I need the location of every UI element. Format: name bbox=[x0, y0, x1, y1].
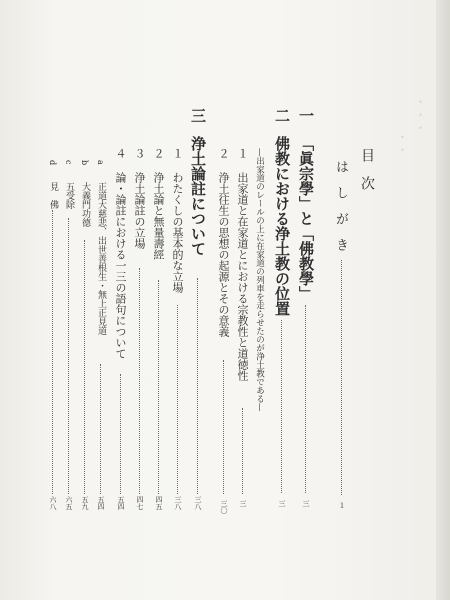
entry-title: 浄土論註について bbox=[189, 136, 207, 256]
toc-entry-3-2-number[interactable]: ２ bbox=[152, 148, 165, 159]
toc-entry-chapter-3[interactable] bbox=[190, 108, 205, 123]
dot-leader bbox=[197, 278, 198, 494]
page-number: １ bbox=[338, 502, 346, 509]
entry-title: 五受除 bbox=[64, 182, 74, 209]
toc-entry-chapter-2-subtitle bbox=[255, 148, 264, 412]
entry-title: 浄土論と無量壽經 bbox=[152, 172, 165, 260]
page-number: 三 bbox=[278, 500, 286, 507]
page-number: 三八 bbox=[194, 496, 202, 510]
toc-entry-3-4-a-label[interactable]: a bbox=[96, 160, 105, 165]
page-number: 六五 bbox=[65, 496, 73, 510]
toc-entry-3-1[interactable] bbox=[172, 172, 183, 293]
entry-title: 浄土論註の立場 bbox=[133, 172, 146, 249]
toc-heading-text: 目 次 bbox=[359, 148, 375, 190]
entry-title: 見 佛 bbox=[48, 182, 58, 209]
page-number: 五四 bbox=[117, 496, 125, 510]
dot-leader bbox=[242, 408, 243, 494]
entry-title: 出家道と在家道とにおける宗教性と道徳性 bbox=[236, 172, 249, 381]
dot-leader bbox=[84, 240, 85, 494]
toc-entry-3-4-a[interactable] bbox=[96, 182, 105, 335]
dot-leader bbox=[305, 305, 306, 493]
toc-entry-3-4-b[interactable] bbox=[80, 182, 89, 227]
toc-entry-hashigaki[interactable] bbox=[334, 160, 347, 251]
toc-entry-chapter-2-title[interactable] bbox=[274, 136, 289, 316]
entry-title: 「眞宗學」と「佛教學」 bbox=[297, 136, 315, 301]
dot-leader bbox=[52, 210, 53, 494]
dot-leader bbox=[139, 268, 140, 494]
toc-entry-3-4-c[interactable] bbox=[64, 182, 73, 209]
entry-title: 浄土往生の思想の起源とその意義 bbox=[217, 172, 230, 337]
entry-title: 佛教における浄土教の位置 bbox=[273, 136, 291, 316]
toc-entry-3-3-number[interactable]: ３ bbox=[133, 148, 146, 159]
bleed-through-text: ・・ bbox=[393, 130, 408, 156]
dot-leader bbox=[281, 320, 282, 493]
dot-leader bbox=[341, 260, 342, 495]
toc-entry-chapter-1-title[interactable] bbox=[298, 136, 313, 301]
entry-title: 論・論註における一三の語句について bbox=[114, 172, 127, 359]
toc-entry-chapter-2[interactable] bbox=[274, 108, 289, 123]
toc-entry-chapter-1[interactable] bbox=[298, 108, 313, 123]
toc-entry-3-3[interactable] bbox=[134, 172, 145, 249]
toc-entry-3-4[interactable] bbox=[115, 172, 126, 359]
dot-leader bbox=[100, 364, 101, 494]
toc-heading bbox=[360, 148, 374, 190]
page-number: 三〇 bbox=[220, 500, 228, 514]
toc-entry-2-2[interactable] bbox=[218, 172, 229, 337]
page-number: 三八 bbox=[174, 496, 182, 510]
page-number: 三 bbox=[302, 500, 310, 507]
entry-subtitle: —出家道のレールの上に在家道の列車を走らせたのが浄土教である— bbox=[254, 148, 265, 412]
entry-title: 大義門功德 bbox=[80, 182, 90, 227]
toc-entry-2-1-number[interactable]: １ bbox=[236, 148, 249, 159]
entry-title: は し が き bbox=[333, 160, 348, 251]
toc-entry-3-1-number[interactable]: １ bbox=[171, 148, 184, 159]
chapter-number: 三 bbox=[189, 108, 207, 123]
toc-entry-3-4-number[interactable]: ４ bbox=[114, 148, 127, 159]
page-binding-edge bbox=[436, 0, 450, 600]
toc-entry-3-4-b-label[interactable]: b bbox=[80, 160, 89, 166]
entry-title: わたくしの基本的な立場 bbox=[171, 172, 184, 293]
dot-leader bbox=[120, 374, 121, 494]
page-number: 五四 bbox=[97, 496, 105, 510]
page-number: 四五 bbox=[155, 496, 163, 510]
chapter-number: 一 bbox=[297, 108, 315, 123]
dot-leader bbox=[68, 218, 69, 494]
chapter-number: 二 bbox=[273, 108, 291, 123]
toc-entry-chapter-3-title[interactable] bbox=[190, 136, 205, 256]
dot-leader bbox=[158, 280, 159, 494]
page-number: 三 bbox=[239, 500, 247, 507]
toc-entry-3-4-c-label[interactable]: c bbox=[64, 160, 73, 165]
bleed-through-text: ・・・ bbox=[411, 95, 426, 134]
toc-entry-2-1[interactable] bbox=[237, 172, 248, 381]
toc-entry-2-2-number[interactable]: ２ bbox=[217, 148, 230, 159]
dot-leader bbox=[223, 360, 224, 494]
toc-entry-3-4-d[interactable] bbox=[48, 182, 57, 209]
entry-title: 正道大慈悲、出世善根生・無上正見道 bbox=[96, 182, 106, 335]
page-number: 六八 bbox=[49, 496, 57, 510]
toc-entry-3-4-d-label[interactable]: d bbox=[48, 160, 57, 166]
dot-leader bbox=[177, 305, 178, 494]
toc-entry-3-2[interactable] bbox=[153, 172, 164, 260]
page-number: 四七 bbox=[136, 496, 144, 510]
page-number: 五九 bbox=[81, 496, 89, 510]
